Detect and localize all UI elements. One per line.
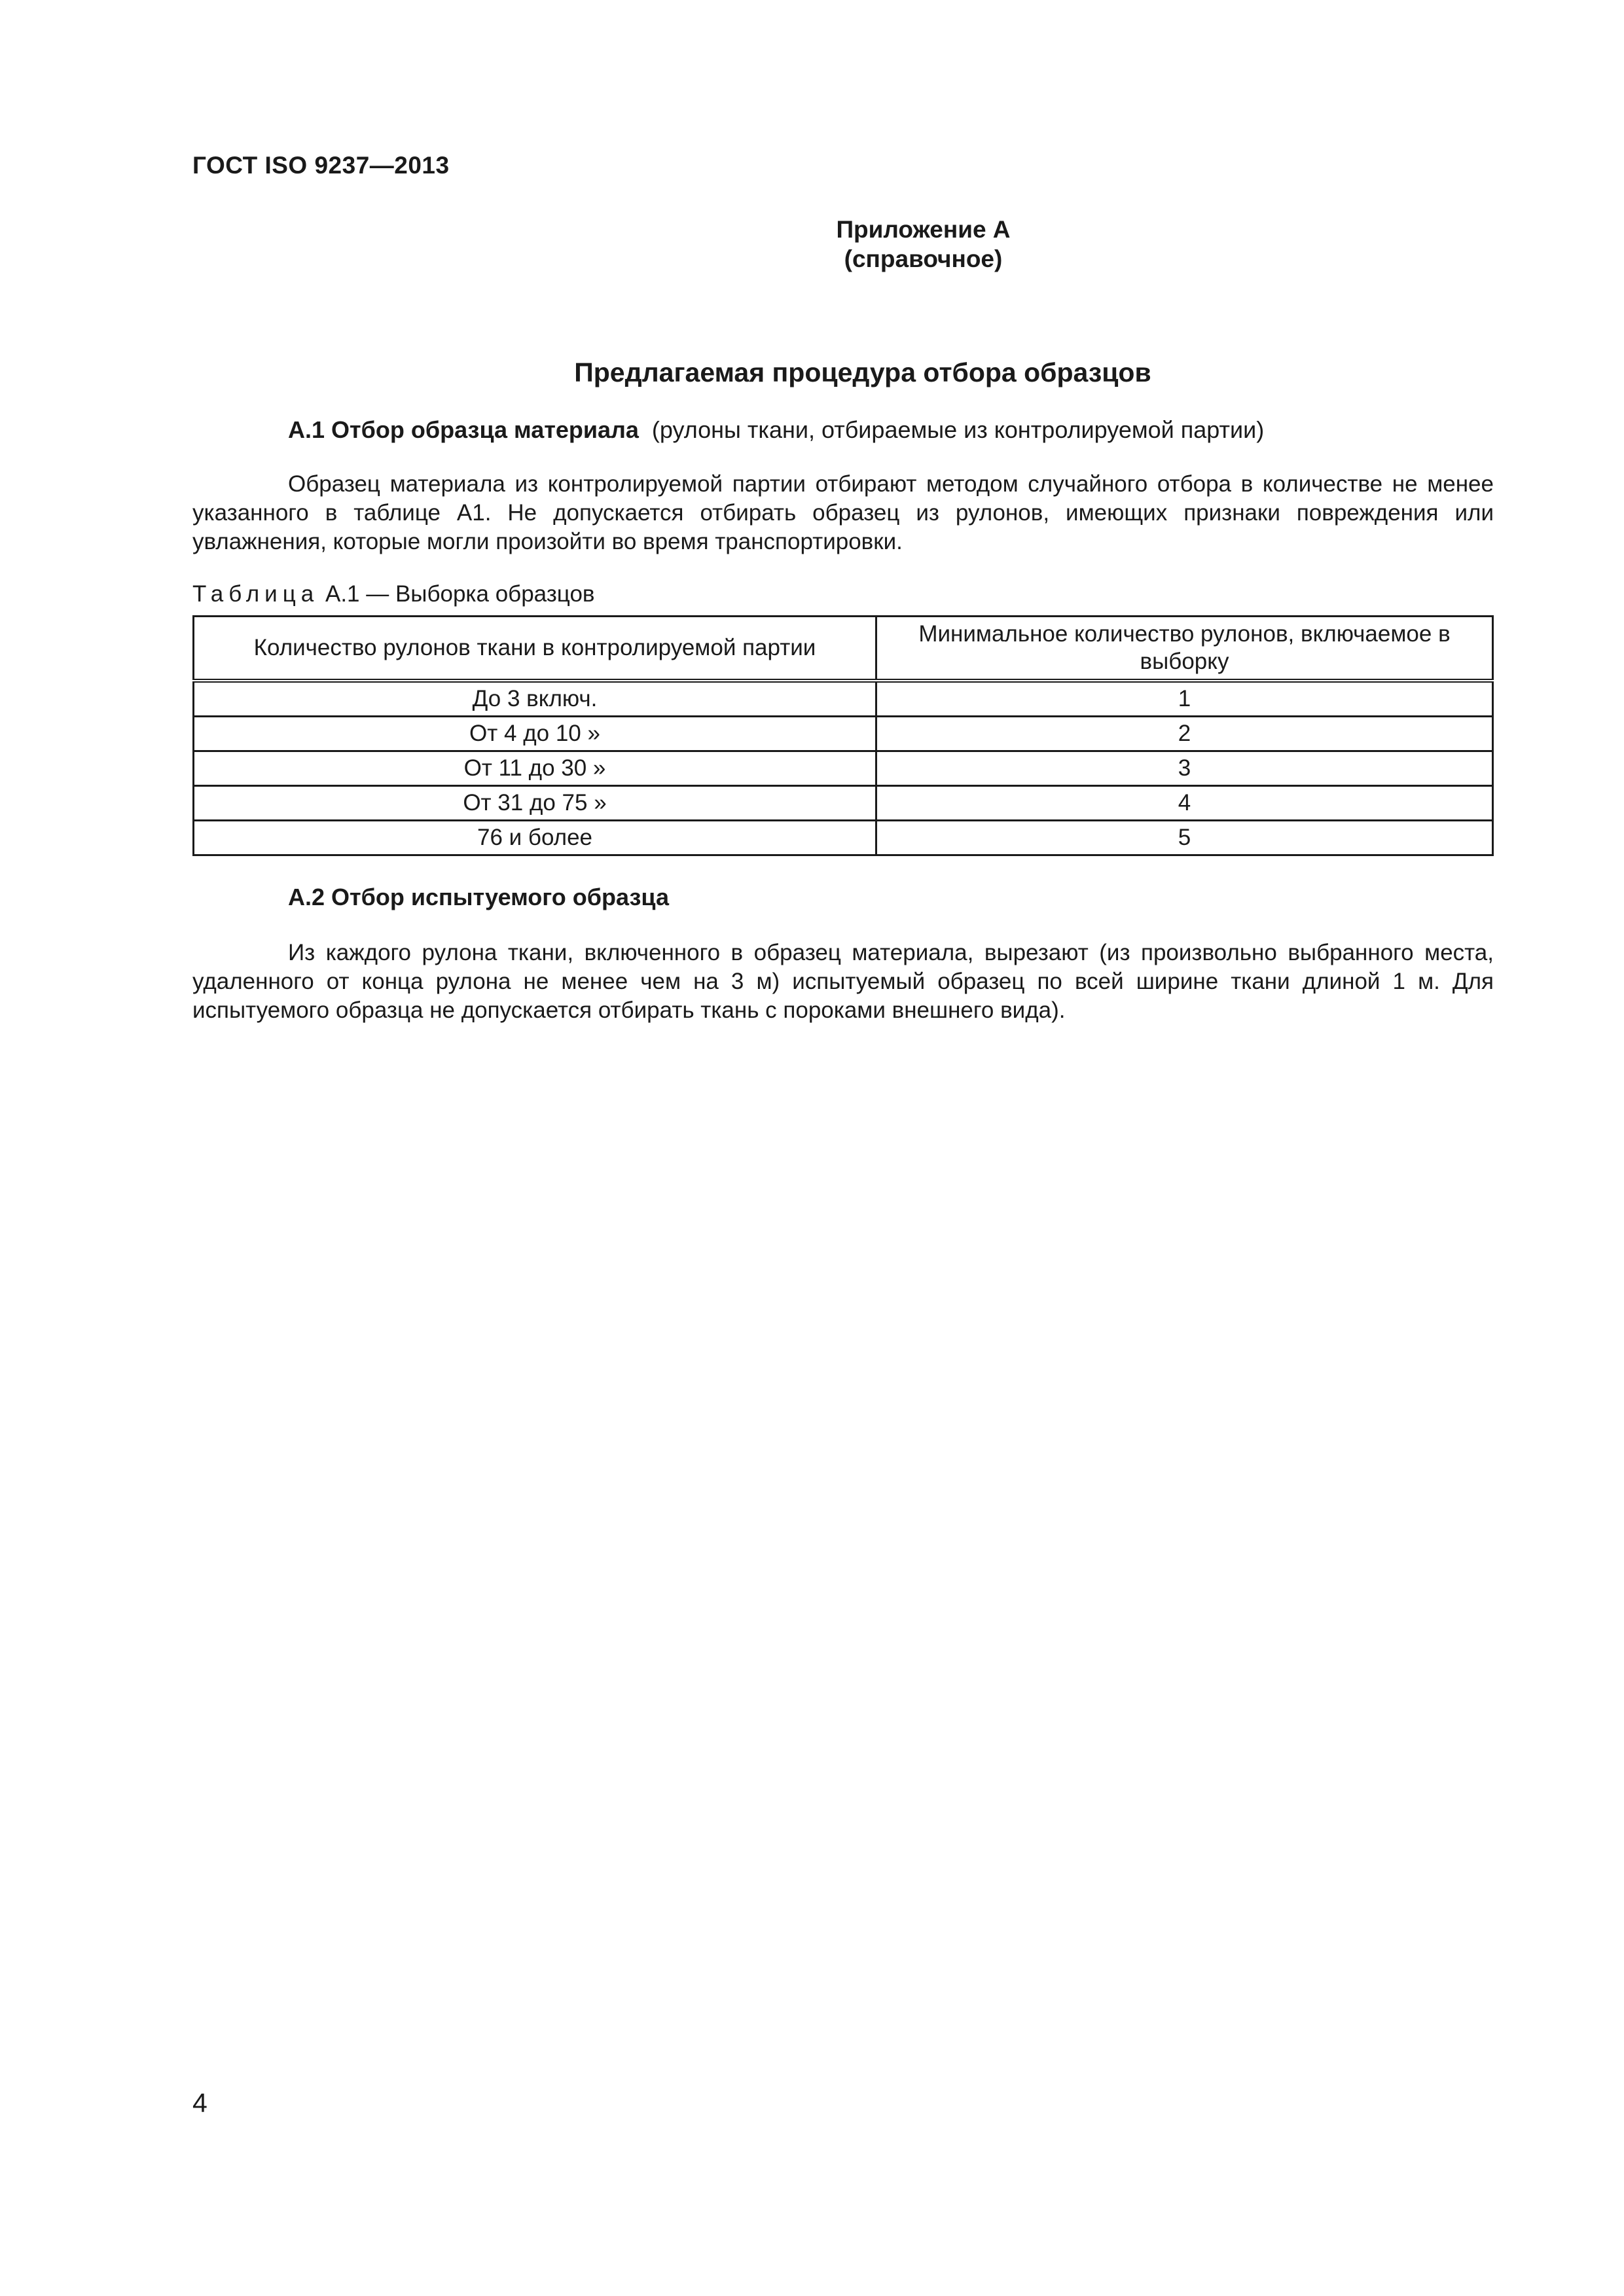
page-number: 4 (192, 2088, 208, 2118)
a2-paragraph-text: Из каждого рулона ткани, включенного в образец материала, вырезают (из произвольно выбранного места, удаленного от конца рулона не менее чем на 3 м) испытуемый образец по всей ширине ткани длиной 1 м. Для испытуемого образца не допускается отбирать ткань с пороками внешнего вида). (192, 940, 1494, 1023)
table-cell: До 3 включ. (194, 681, 876, 717)
table-caption (192, 581, 595, 607)
table-row (194, 717, 1493, 751)
table-cell: 4 (876, 786, 1493, 821)
table-row (194, 821, 1493, 855)
a1-heading-note: (рулоны ткани, отбираемые из контролируемой партии) (651, 416, 1265, 443)
table-header-cell: Количество рулонов ткани в контролируемой партии (194, 617, 876, 681)
a1-paragraph-text: Образец материала из контролируемой партии отбирают методом случайного отбора в количестве не менее указанного в таблице А1. Не допускается отбирать образец из рулонов, имеющих признаки повреждения или увлажнения, которые могли произойти во время транспортировки. (192, 471, 1494, 554)
appendix-title: Приложение А (836, 216, 1011, 243)
table-cell: 5 (876, 821, 1493, 855)
table-cell: От 4 до 10 » (194, 717, 876, 751)
sample-table (192, 615, 1494, 856)
table-row (194, 786, 1493, 821)
a1-heading (288, 416, 1264, 444)
table-cell: 2 (876, 717, 1493, 751)
table-header-row (194, 617, 1493, 681)
appendix-heading (0, 215, 1624, 274)
table-cell: 1 (876, 681, 1493, 717)
a2-heading (288, 884, 669, 911)
table-row (194, 751, 1493, 786)
table-cell: От 11 до 30 » (194, 751, 876, 786)
a2-paragraph (192, 939, 1494, 1025)
table-caption-text: А.1 — Выборка образцов (325, 581, 595, 607)
a1-paragraph (192, 470, 1494, 556)
table-cell: 76 и более (194, 821, 876, 855)
table-caption-label: Таблица (192, 581, 319, 607)
document-id: ГОСТ ISO 9237—2013 (192, 152, 450, 179)
table-cell: От 31 до 75 » (194, 786, 876, 821)
table-header-cell: Минимальное количество рулонов, включаемое в выборку (876, 617, 1493, 681)
a2-heading-title: А.2 Отбор испытуемого образца (288, 884, 669, 910)
table-cell: 3 (876, 751, 1493, 786)
section-title: Предлагаемая процедура отбора образцов (574, 357, 1151, 387)
a1-heading-title: А.1 Отбор образца материала (288, 416, 639, 443)
appendix-subtitle: (справочное) (844, 245, 1003, 272)
table-row (194, 681, 1493, 717)
